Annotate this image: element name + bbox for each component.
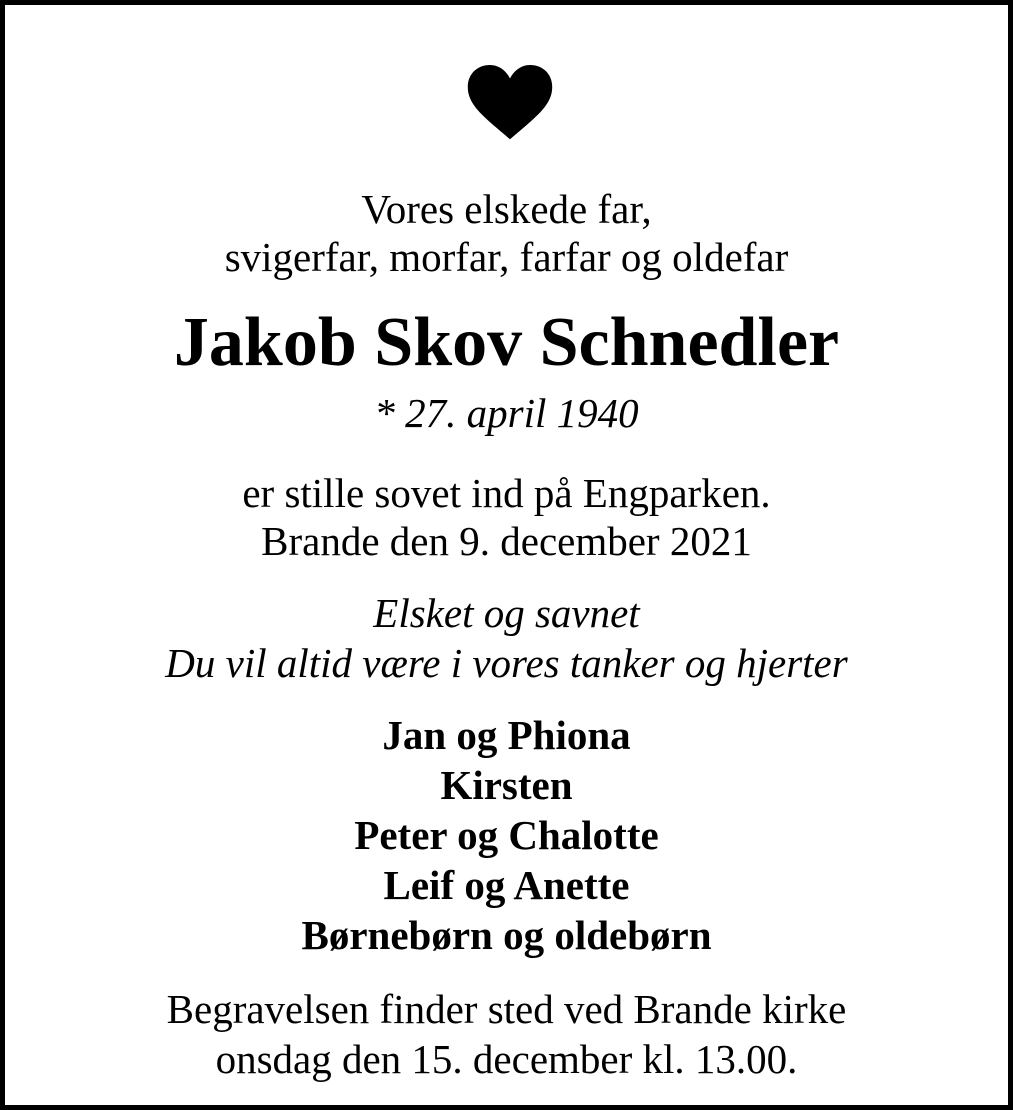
passing-line-2: Brande den 9. december 2021: [261, 518, 752, 564]
intro-line-2: svigerfar, morfar, farfar og oldefar: [224, 234, 789, 280]
family-line: Børnebørn og oldebørn: [301, 912, 712, 958]
passing-line-1: er stille sovet ind på Engparken.: [242, 470, 771, 516]
family-line: Peter og Chalotte: [354, 812, 659, 858]
family-line: Leif og Anette: [383, 862, 630, 908]
verse-line-1: Elsket og savnet: [373, 590, 640, 636]
funeral-line-2: onsdag den 15. december kl. 13.00.: [215, 1036, 798, 1082]
birth-date: * 27. april 1940: [374, 390, 639, 436]
deceased-name: Jakob Skov Schnedler: [173, 304, 840, 381]
heart-icon: [467, 65, 553, 141]
verse-line-2: Du vil altid være i vores tanker og hjerter: [165, 640, 848, 686]
family-line: Kirsten: [440, 762, 573, 808]
intro-line-1: Vores elskede far,: [361, 186, 652, 232]
family-line: Jan og Phiona: [382, 712, 631, 758]
funeral-line-1: Begravelsen finder sted ved Brande kirke: [166, 986, 847, 1032]
